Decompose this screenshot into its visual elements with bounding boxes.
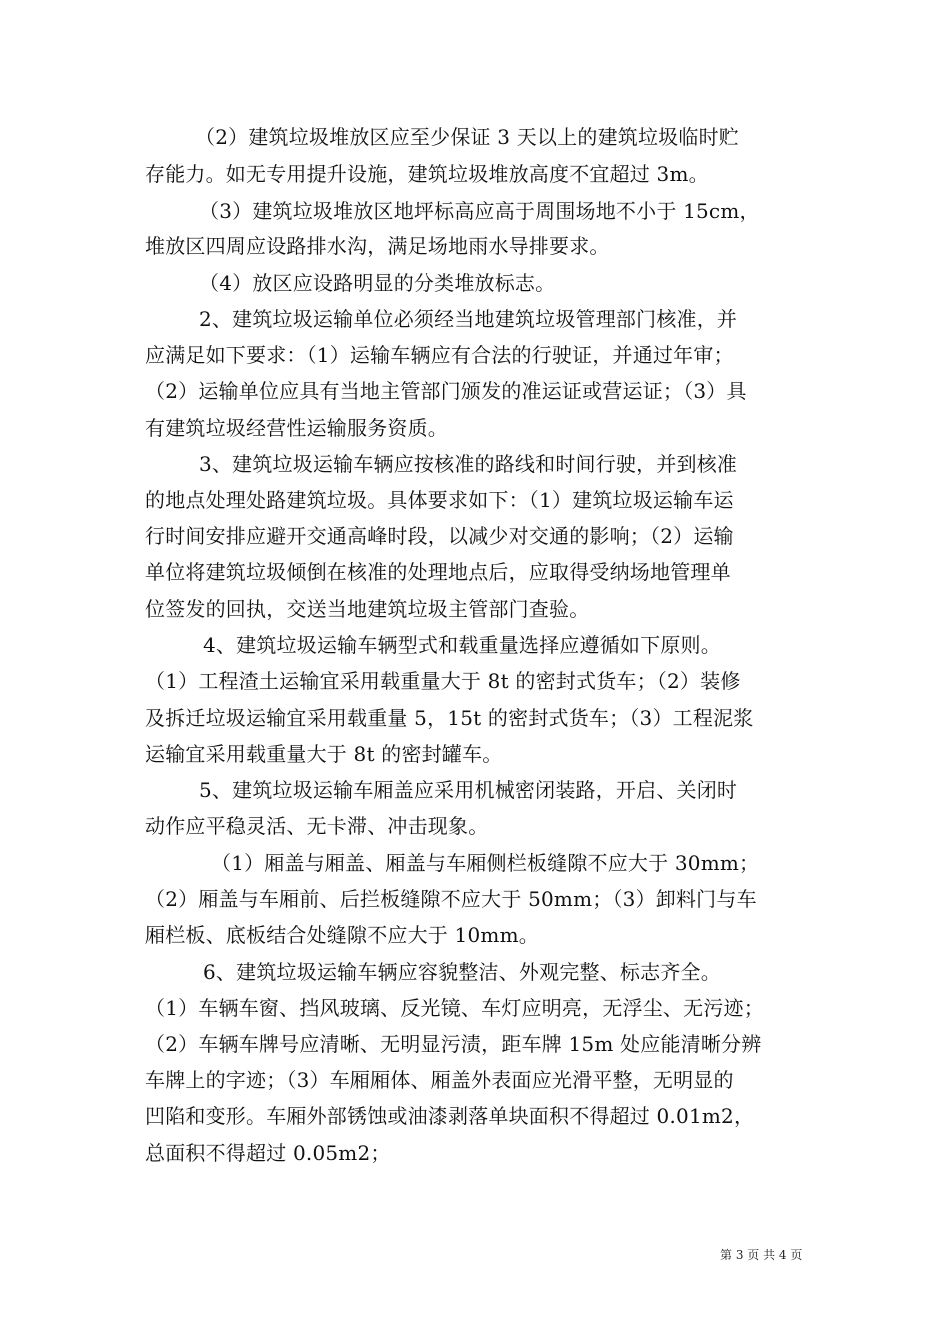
text-line: 应满足如下要求：（1）运输车辆应有合法的行驶证，并通过年审；	[145, 343, 734, 367]
text-line: 2、建筑垃圾运输单位必须经当地建筑垃圾管理部门核准，并	[199, 307, 738, 331]
text-line: 堆放区四周应设路排水沟，满足场地雨水导排要求。	[145, 234, 610, 258]
text-line: 车牌上的字迹；（3）车厢厢体、厢盖外表面应光滑平整，无明显的	[145, 1068, 734, 1092]
text-line: （4）放区应设路明显的分类堆放标志。	[199, 271, 556, 295]
text-line: （1）工程渣土运输宜采用载重量大于 8t 的密封式货车；（2）装修	[145, 669, 741, 693]
text-line: 运输宜采用载重量大于 8t 的密封罐车。	[145, 742, 503, 766]
text-line: （2）车辆车牌号应清晰、无明显污渍，距车牌 15m 处应能清晰分辨	[145, 1032, 762, 1056]
text-line: 6、建筑垃圾运输车辆应容貌整洁、外观完整、标志齐全。	[203, 960, 721, 984]
text-line: 存能力。如无专用提升设施，建筑垃圾堆放高度不宜超过 3m。	[145, 162, 709, 186]
text-line: 的地点处理处路建筑垃圾。具体要求如下：（1）建筑垃圾运输车运	[145, 488, 734, 512]
text-line: 3、建筑垃圾运输车辆应按核准的路线和时间行驶，并到核准	[199, 452, 738, 476]
text-line: 有建筑垃圾经营性运输服务资质。	[145, 416, 448, 440]
text-line: 行时间安排应避开交通高峰时段，以减少对交通的影响；（2）运输	[145, 524, 734, 548]
text-line: （1）厢盖与厢盖、厢盖与车厢侧栏板缝隙不应大于 30mm；	[211, 851, 760, 875]
text-line: 位签发的回执，交送当地建筑垃圾主管部门查验。	[145, 597, 590, 621]
text-line: 5、建筑垃圾运输车厢盖应采用机械密闭装路，开启、关闭时	[199, 778, 738, 802]
text-line: 凹陷和变形。车厢外部锈蚀或油漆剥落单块面积不得超过 0.01m2，	[145, 1104, 755, 1128]
text-line: 动作应平稳灵活、无卡滞、冲击现象。	[145, 814, 489, 838]
text-line: （1）车辆车窗、挡风玻璃、反光镜、车灯应明亮，无浮尘、无污迹；	[145, 996, 764, 1020]
text-line: （2）建筑垃圾堆放区应至少保证 3 天以上的建筑垃圾临时贮	[195, 125, 739, 149]
page-number: 第 3 页 共 4 页	[720, 1248, 803, 1262]
text-line: 及拆迁垃圾运输宜采用载重量 5，15t 的密封式货车；（3）工程泥浆	[145, 706, 754, 730]
text-line: 单位将建筑垃圾倾倒在核准的处理地点后，应取得受纳场地管理单	[145, 560, 731, 584]
text-line: 厢栏板、底板结合处缝隙不应大于 10mm。	[145, 923, 539, 947]
text-line: （2）厢盖与车厢前、后拦板缝隙不应大于 50mm；（3）卸料门与车	[145, 887, 757, 911]
text-line: （3）建筑垃圾堆放区地坪标高应高于周围场地不小于 15cm，	[199, 199, 760, 223]
text-line: 4、建筑垃圾运输车辆型式和载重量选择应遵循如下原则。	[203, 633, 721, 657]
text-line: 总面积不得超过 0.05m2；	[145, 1141, 391, 1165]
text-line: （2）运输单位应具有当地主管部门颁发的准运证或营运证；（3）具	[145, 379, 747, 403]
